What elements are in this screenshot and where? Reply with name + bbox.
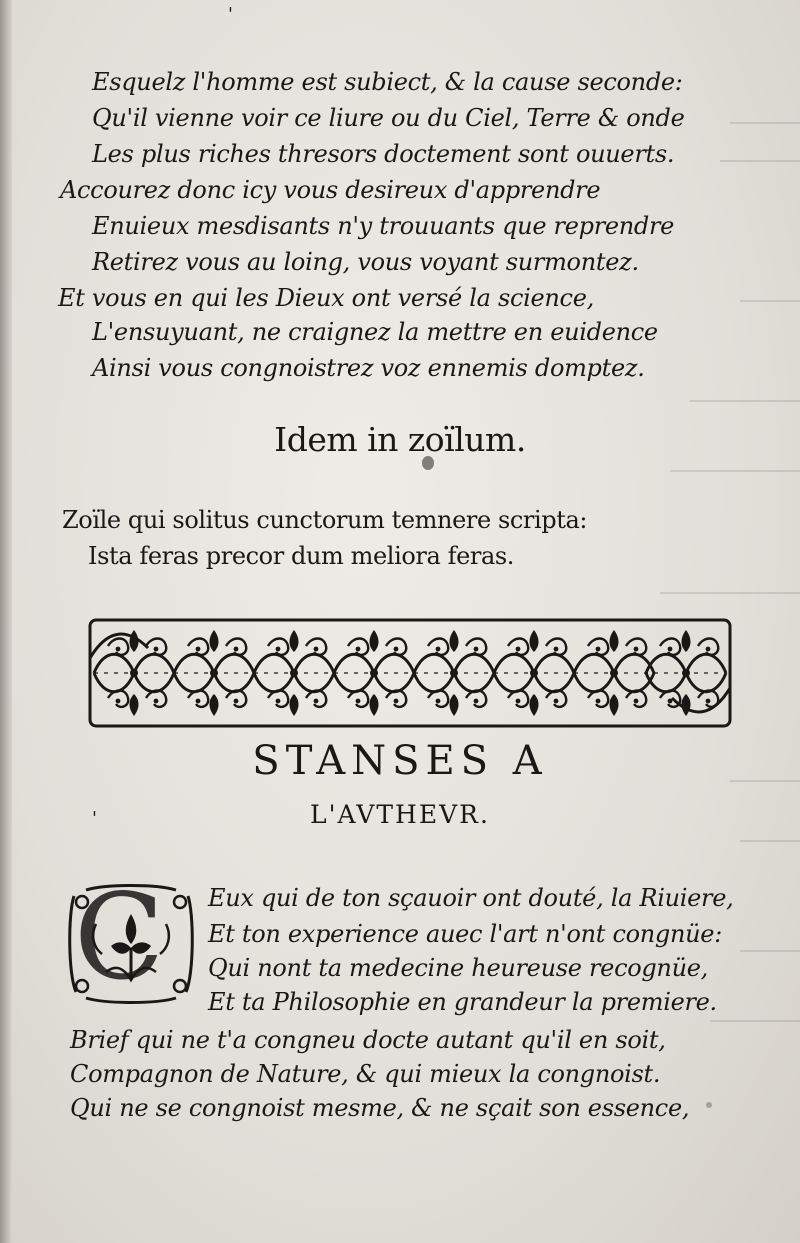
stanza-line: Et ton experience auec l'art n'ont congnüe: xyxy=(208,920,722,948)
bleed-through-line xyxy=(690,400,800,402)
bleed-through-line xyxy=(710,1020,800,1022)
stanza-line: Qui ne se congnoist mesme, & ne sçait son essence, xyxy=(70,1094,690,1122)
latin-line: Zoïle qui solitus cunctorum temnere scripta: xyxy=(62,506,588,534)
drop-cap-letter: C xyxy=(74,868,165,1006)
poem-line: Ainsi vous congnoistrez voz ennemis domptez. xyxy=(92,354,645,382)
stanza-line: Et ta Philosophie en grandeur la premiere. xyxy=(208,988,717,1016)
latin-line: Ista feras precor dum meliora feras. xyxy=(88,542,515,570)
stanza-line: Compagnon de Nature, & qui mieux la congnoist. xyxy=(70,1060,661,1088)
bleed-through-line xyxy=(660,592,800,594)
poem-line: L'ensuyuant, ne craignez la mettre en euidence xyxy=(92,318,658,346)
poem-line: Enuieux mesdisants n'y trouuants que reprendre xyxy=(92,212,675,240)
bleed-through-line xyxy=(720,160,800,162)
stanza-line: Brief qui ne t'a congneu docte autant qu'il en soit, xyxy=(70,1026,666,1054)
bleed-through-line xyxy=(740,950,800,952)
floral-band-ornament-icon xyxy=(88,618,732,728)
top-mark: ' xyxy=(228,4,233,25)
bleed-through-line xyxy=(670,470,800,472)
poem-line: Et vous en qui les Dieux ont versé la science, xyxy=(58,284,594,312)
section-heading: Idem in zoïlum. xyxy=(274,420,526,459)
stanses-title: STANSES A xyxy=(252,738,548,784)
poem-line: Accourez donc icy vous desireux d'apprendre xyxy=(60,176,601,204)
page-gutter-shadow xyxy=(0,0,12,1243)
poem-line: Esquelz l'homme est subiect, & la cause seconde: xyxy=(92,68,683,96)
poem-line: Les plus riches thresors doctement sont ouuerts. xyxy=(92,140,675,168)
ink-spot xyxy=(706,1102,712,1108)
stanses-subtitle: L'AVTHEVR. xyxy=(310,800,490,829)
margin-mark: ' xyxy=(92,808,97,829)
stanza-line: Eux qui de ton sçauoir ont douté, la Riuiere, xyxy=(208,884,734,912)
stanza-line: Qui nont ta medecine heureuse recognüe, xyxy=(208,954,708,982)
poem-line: Retirez vous au loing, vous voyant surmontez. xyxy=(92,248,639,276)
bleed-through-line xyxy=(740,300,800,302)
poem-line: Qu'il vienne voir ce liure ou du Ciel, Terre & onde xyxy=(92,104,685,132)
bleed-through-line xyxy=(730,122,800,124)
bleed-through-line xyxy=(740,840,800,842)
